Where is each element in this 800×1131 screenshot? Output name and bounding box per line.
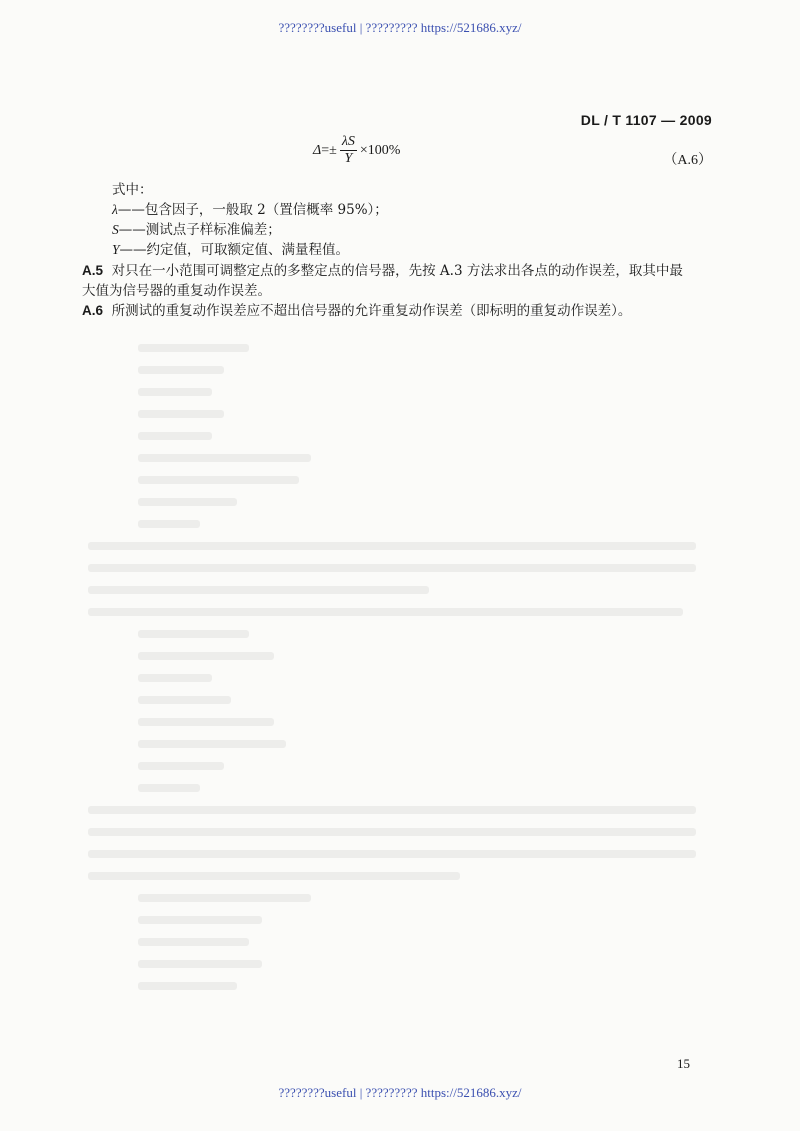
definition-text: ——约定值，可取额定值、满量程值。 (119, 242, 350, 258)
formula-eq: = (321, 142, 330, 158)
clause-a6-line-1 (82, 302, 631, 320)
clause-text: 大值为信号器的重复动作误差。 (82, 283, 271, 299)
watermark-top: ????????useful | ????????? https://521686.xyz/ (278, 20, 522, 35)
definition-text: ——包含因子，一般取 2（置信概率 95%）； (117, 202, 388, 218)
clause-id: A.6 (82, 303, 104, 318)
clause-a5-line-1 (82, 262, 683, 280)
watermark-bottom: ????????useful | ????????? https://521686.xyz/ (278, 1085, 522, 1100)
page-number: 15 (677, 1056, 690, 1071)
formula-fraction (340, 134, 357, 167)
clause-text: 对只在一小范围可调整定点的多整定点的信号器，先按 A.3 方法求出各点的动作误差，取其中最 (111, 263, 683, 279)
definition-s (112, 221, 281, 239)
formula-denominator: Y (344, 151, 353, 166)
definition-y (112, 241, 349, 259)
equation-number: （A.6） (663, 153, 712, 168)
where-label: 式中： (112, 182, 153, 198)
definition-symbol: Y (112, 242, 120, 257)
clause-id: A.5 (82, 263, 104, 278)
formula-pm: ± (329, 142, 337, 158)
standard-code: DL / T 1107 — 2009 (580, 112, 712, 128)
faint-bleed-through (88, 330, 708, 1050)
definition-symbol: S (112, 222, 119, 237)
formula-lhs: Δ (313, 142, 322, 158)
formula-times: ×100% (359, 142, 401, 158)
clause-a5-line-2 (82, 282, 271, 300)
formula-numerator: λS (341, 134, 355, 149)
definition-text: ——测试点子样标准偏差； (118, 222, 281, 238)
definition-symbol: λ (112, 202, 118, 217)
formula-a6 (313, 134, 400, 167)
clause-text: 所测试的重复动作误差应不超出信号器的允许重复动作误差（即标明的重复动作误差）。 (111, 303, 632, 319)
definition-lambda (112, 201, 388, 219)
